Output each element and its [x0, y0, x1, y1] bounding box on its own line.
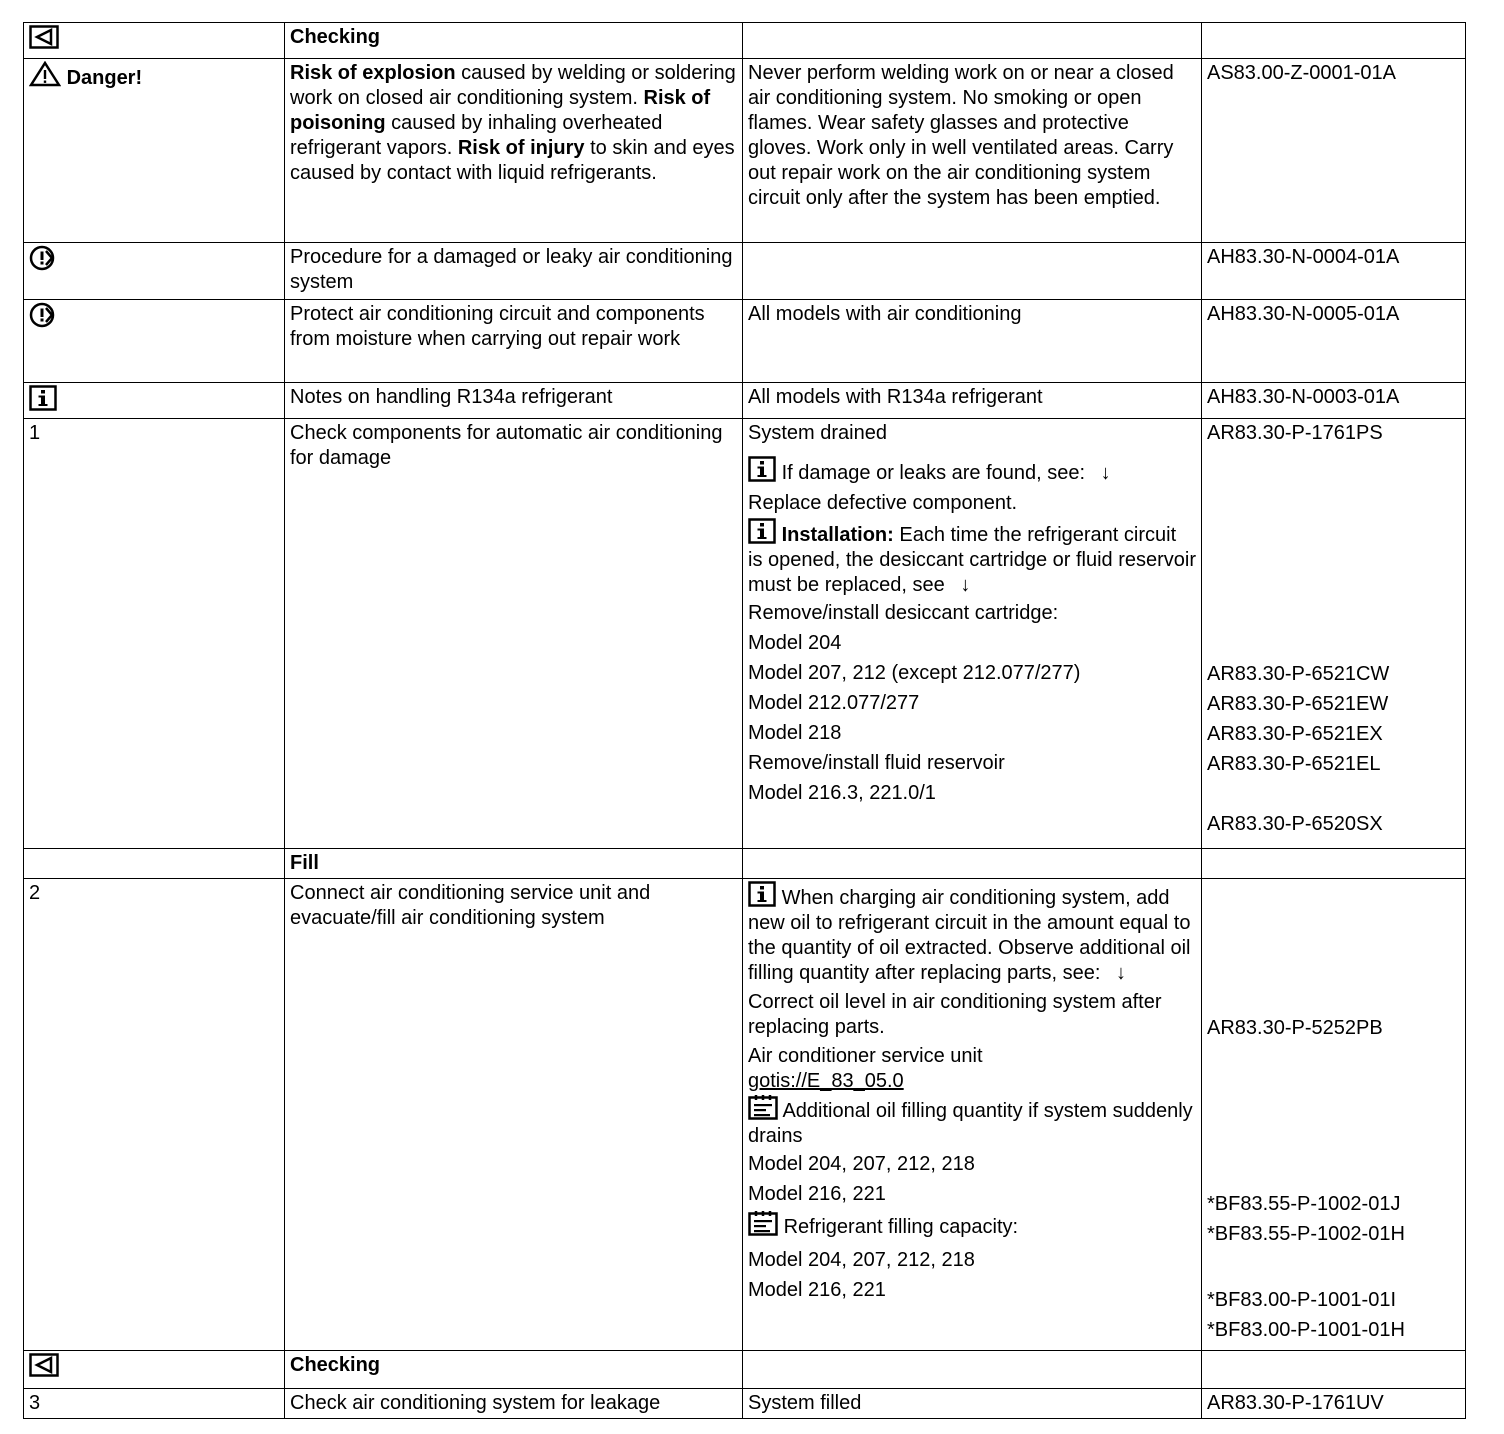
reference-code[interactable]: AR83.30-P-1761UV — [1202, 1389, 1466, 1419]
warning-triangle-icon — [29, 61, 61, 87]
reference-code[interactable]: AS83.00-Z-0001-01A — [1202, 59, 1466, 243]
step-description: Check components for automatic air conditioning for damage — [285, 419, 743, 849]
table-row: 3 Check air conditioning system for leakage System filled AR83.30-P-1761UV — [24, 1389, 1466, 1419]
section-title: Fill — [285, 849, 743, 879]
back-icon[interactable] — [29, 1353, 59, 1377]
attention-icon — [29, 245, 57, 271]
attention-icon — [29, 302, 57, 328]
table-row — [24, 23, 1466, 59]
down-arrow-icon[interactable]: ↓ — [1100, 462, 1111, 484]
table-row — [24, 879, 1466, 1351]
procedure-table — [23, 22, 1466, 1419]
table-row — [24, 419, 1466, 849]
danger-label: Danger! — [66, 67, 143, 89]
table-row — [24, 1351, 1466, 1389]
gotis-link[interactable]: gotis://E_83_05.0 — [748, 1070, 904, 1092]
reference-code[interactable]: AH83.30-N-0003-01A — [1202, 383, 1466, 419]
reference-code[interactable]: AH83.30-N-0004-01A — [1202, 243, 1466, 300]
danger-description: Risk of explosion caused by welding or soldering work on closed air conditioning system. Risk of poisoning caused by inhaling overheated refrigerant vapors. Risk of injury to skin and eyes caused by contact with liquid refrigerants. — [285, 59, 743, 243]
table-row — [24, 849, 1466, 879]
step-number: 1 — [24, 419, 285, 849]
info-icon — [748, 456, 776, 482]
section-title: Checking — [285, 23, 743, 59]
reference-codes: AR83.30-P-1761PS AR83.30-P-6521CW AR83.30-P-6521EW AR83.30-P-6521EX AR83.30-P-6521EL AR83.30-P-6520SX — [1202, 419, 1466, 849]
step-notes: When charging air conditioning system, add new oil to refrigerant circuit in the amount equal to the quantity of oil extracted. Observe additional oil filling quantity after replacing parts, see: ↓ Correct oil level in air conditioning system after replacing parts. Air conditioner service unit gotis://E_83_05.0 Additional oil filling quantity if system suddenly drains Model 204, 207, 212, 218 Model 216, 221 Refrigerant filling capacity: Model 204, 207, 212, 218 Model 216, 221 — [743, 879, 1202, 1351]
info-icon — [29, 385, 57, 411]
danger-note: Never perform welding work on or near a closed air conditioning system. No smoking or open flames. Wear safety glasses and protective gloves. Work only in well ventilated areas. Carry out repair work on the air conditioning system circuit only after the system has been emptied. — [743, 59, 1202, 243]
table-row: Protect air conditioning circuit and components from moisture when carrying out repair work All models with air conditioning AH83.30-N-0005-01A — [24, 300, 1466, 383]
table-row: Notes on handling R134a refrigerant All models with R134a refrigerant AH83.30-N-0003-01A — [24, 383, 1466, 419]
table-row: Procedure for a damaged or leaky air conditioning system AH83.30-N-0004-01A — [24, 243, 1466, 300]
step-notes: System drained If damage or leaks are found, see: ↓ Replace defective component. Installation: Each time the refrigerant circuit is opened, the desiccant cartridge or fluid reservoir must be replaced, see ↓ Remove/install desiccant cartridge: Model 204 Model 207, 212 (except 212.077/277) Model 212.077/277 Model 218 Remove/install fluid reservoir Model 216.3, 221.0/1 — [743, 419, 1202, 849]
step-number: 3 — [24, 1389, 285, 1419]
step-number: 2 — [24, 879, 285, 1351]
down-arrow-icon[interactable]: ↓ — [960, 574, 971, 596]
step-description: Connect air conditioning service unit and evacuate/fill air conditioning system — [285, 879, 743, 1351]
info-icon — [748, 881, 776, 907]
step-description: Check air conditioning system for leakage — [285, 1389, 743, 1419]
reference-code[interactable]: AH83.30-N-0005-01A — [1202, 300, 1466, 383]
table-row — [24, 59, 1466, 243]
reference-codes: AR83.30-P-5252PB *BF83.55-P-1002-01J *BF83.55-P-1002-01H *BF83.00-P-1001-01I *BF83.00-P-1001-01H — [1202, 879, 1466, 1351]
info-icon — [748, 518, 776, 544]
back-icon[interactable] — [29, 25, 59, 49]
spec-sheet-icon — [748, 1210, 778, 1236]
row-icon-cell — [24, 23, 285, 59]
down-arrow-icon[interactable]: ↓ — [1115, 962, 1126, 984]
spec-sheet-icon — [748, 1094, 778, 1120]
section-title: Checking — [285, 1351, 743, 1389]
